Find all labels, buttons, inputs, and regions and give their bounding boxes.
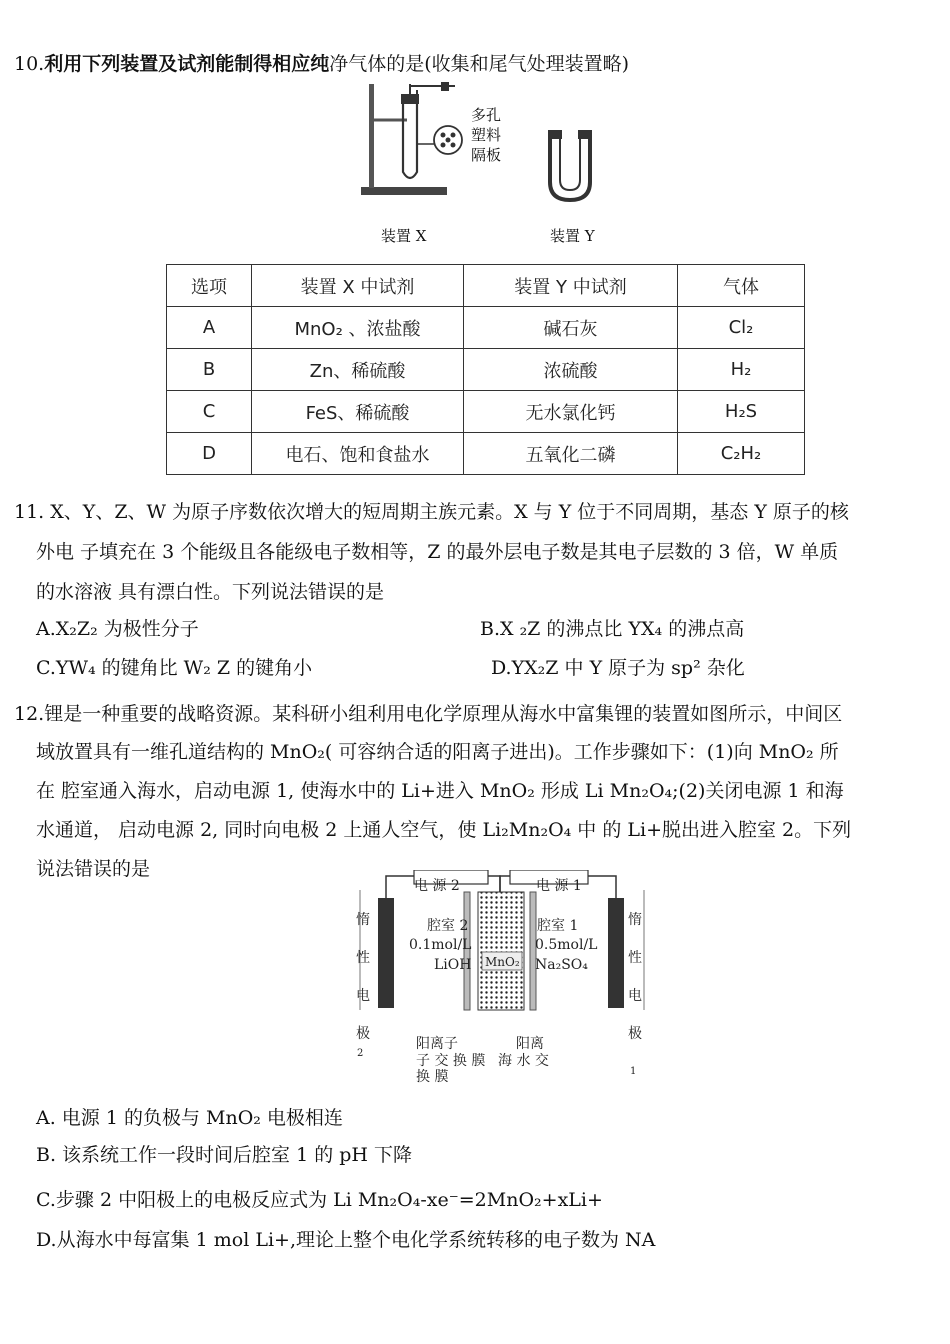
left-electrode-number: 2 [357, 1048, 364, 1059]
table-row [167, 349, 805, 391]
chamber-2-solution: LiOH [434, 957, 472, 973]
right-electrode-char: 电 [628, 988, 642, 1004]
q11-option-d: D.YX₂Z 中 Y 原子为 sp² 杂化 [491, 657, 745, 679]
chamber-1-conc: 0.5mol/L [535, 937, 598, 953]
membrane-label-a3: 换 膜 [416, 1069, 449, 1085]
q11-option-a: A.X₂Z₂ 为极性分子 [36, 618, 199, 640]
q12-option-c: C.步骤 2 中阳极上的电极反应式为 Li Mn₂O₄-xe⁻=2MnO₂+xLi+ [36, 1189, 603, 1211]
membrane-label-b2: 海 水 交 [498, 1053, 549, 1069]
table-cell: 浓硫酸 [464, 349, 678, 391]
membrane-label-a2: 子 交 换 膜 [416, 1053, 486, 1069]
table-header-row [167, 265, 805, 307]
stand-base [361, 187, 447, 195]
table-cell: B [167, 349, 252, 391]
table-cell: C [167, 391, 252, 433]
inert-electrode-2 [378, 898, 394, 1008]
q11-option-c: C.YW₄ 的键角比 W₂ Z 的键角小 [36, 657, 313, 679]
q12-option-b: B. 该系统工作一段时间后腔室 1 的 pH 下降 [36, 1144, 413, 1166]
power-source-1-label: 电 源 1 [536, 878, 582, 894]
plate-label-3: 隔板 [471, 146, 502, 164]
q12-option-a: A. 电源 1 的负极与 MnO₂ 电极相连 [36, 1107, 343, 1129]
table-cell: D [167, 433, 252, 475]
chamber-1-label: 腔室 1 [537, 918, 579, 934]
q12-line-4: 水通道， 启动电源 2, 同时向电极 2 上通人空气，使 Li₂Mn₂O₄ 中 的 Li+脱出进入腔室 2。下列 [36, 819, 852, 841]
plate-label-2: 塑料 [471, 126, 502, 144]
q10-stem [14, 52, 629, 76]
mno2-label: MnO₂ [485, 955, 520, 969]
table-cell: 无水氯化钙 [464, 391, 678, 433]
membrane-label-b1: 阳离 [516, 1036, 544, 1052]
table-cell: Zn、稀硫酸 [252, 349, 464, 391]
q11-line-3: 的水溶液 具有漂白性。下列说法错误的是 [36, 581, 385, 603]
plate-label-1: 多孔 [471, 106, 502, 124]
table-cell: Cl₂ [678, 307, 805, 349]
chamber-2-label: 腔室 2 [427, 918, 469, 934]
q10-stem-rest: 净气体的是(收集和尾气处理装置略) [329, 53, 630, 75]
table-cell: H₂S [678, 391, 805, 433]
table-row [167, 391, 805, 433]
test-tube [403, 96, 417, 178]
q10-stem-bold: 利用下列装置及试剂能制得相应纯 [44, 53, 330, 75]
table-row [167, 307, 805, 349]
right-electrode-char: 惰 [628, 912, 642, 928]
left-electrode-char: 电 [356, 988, 370, 1004]
right-electrode-char: 性 [628, 950, 642, 966]
q10-number: 10. [14, 53, 45, 75]
power-source-2-label: 电 源 2 [414, 878, 460, 894]
header-reagent-x: 装置 X 中试剂 [252, 265, 464, 307]
q11-line-2: 外电 子填充在 3 个能级且各能级电子数相等，Z 的最外层电子数是其电子层数的 3 倍，W 单质 [36, 541, 839, 563]
table-cell: H₂ [678, 349, 805, 391]
table-cell: A [167, 307, 252, 349]
table-cell: MnO₂ 、浓盐酸 [252, 307, 464, 349]
left-electrode-char: 性 [356, 950, 370, 966]
right-electrode-char: 极 [628, 1026, 642, 1042]
tube-stopper [401, 94, 419, 104]
table-cell: FeS、稀硫酸 [252, 391, 464, 433]
stand-rod [369, 84, 374, 188]
q12-cell-figure [354, 870, 650, 1070]
left-electrode-char: 惰 [356, 912, 370, 928]
chamber-2-conc: 0.1mol/L [409, 937, 472, 953]
table-cell: 五氧化二磷 [464, 433, 678, 475]
q10-reagent-table [166, 264, 805, 475]
table-cell: 碱石灰 [464, 307, 678, 349]
q12-line-5: 说法错误的是 [36, 858, 151, 880]
header-reagent-y: 装置 Y 中试剂 [464, 265, 678, 307]
q12-line-1: 12.锂是一种重要的战略资源。某科研小组利用电化学原理从海水中富集锂的装置如图所示，中间区 [14, 703, 843, 725]
q11-option-b: B.X ₂Z 的沸点比 YX₄ 的沸点高 [480, 618, 745, 640]
caption-device-y: 装置 Y [550, 227, 595, 245]
q12-line-2: 域放置具有一维孔道结构的 MnO₂( 可容纳合适的阳离子进出)。工作步骤如下：(1)向 MnO₂ 所 [36, 741, 839, 763]
header-gas: 气体 [678, 265, 805, 307]
table-row [167, 433, 805, 475]
left-electrode-char: 极 [356, 1026, 370, 1042]
q12-line-3: 在 腔室通入海水，启动电源 1, 使海水中的 Li+进入 MnO₂ 形成 Li Mn₂O₄;(2)关闭电源 1 和海 [36, 780, 844, 802]
table-cell: 电石、饱和食盐水 [252, 433, 464, 475]
mno2-block [478, 892, 524, 1010]
chamber-1-solution: Na₂SO₄ [535, 957, 588, 973]
table-cell: C₂H₂ [678, 433, 805, 475]
q11-line-1: 11. X、Y、Z、W 为原子序数依次增大的短周期主族元素。X 与 Y 位于不同周期，基态 Y 原子的核 [14, 501, 849, 523]
inert-electrode-1 [608, 898, 624, 1008]
membrane-label-a1: 阳离子 [416, 1036, 458, 1052]
header-option: 选项 [167, 265, 252, 307]
right-electrode-number: 1 [630, 1066, 637, 1077]
q12-option-d: D.从海水中每富集 1 mol Li+,理论上整个电化学系统转移的电子数为 NA [36, 1229, 656, 1251]
caption-device-x: 装置 X [381, 227, 427, 245]
